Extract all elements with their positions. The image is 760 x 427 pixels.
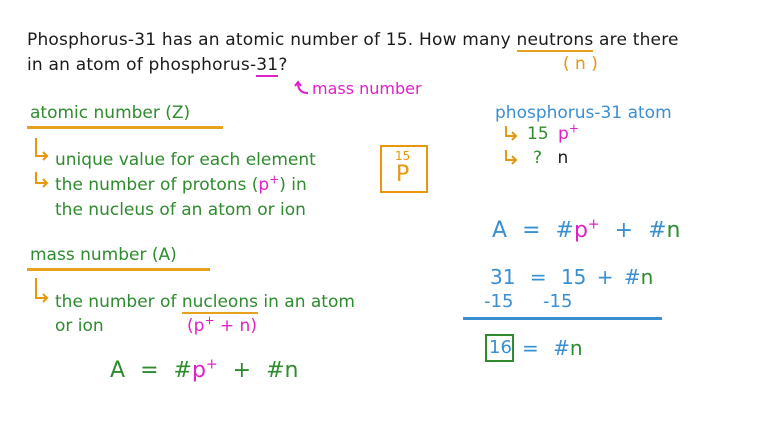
proton-symbol: p [258,175,270,195]
right-equation-2 [490,265,653,289]
nucleon-paren-p: (p [187,316,205,336]
right-row2-n: n [557,148,569,168]
bullet2-text-a: the number of protons ( [55,175,259,195]
divider-line [463,317,662,320]
eq-equals: = [140,358,159,383]
right-row2-val: ? [533,148,543,168]
atomic-heading-underline [27,126,223,129]
right-row1-p: p [558,124,569,144]
bullet-arrow-icon [33,276,51,304]
proton-charge: + [269,172,280,187]
question-text-a: Phosphorus-31 has an atomic number of 15. How many [27,30,517,50]
subtract-right: -15 [543,291,573,312]
nucleon-formula [187,313,257,336]
eq-p: p [191,358,206,383]
mass-number-note-text: mass number [312,79,422,98]
element-atomic-number: 15 [395,149,411,163]
mass-number-note [294,79,422,98]
right-row1-charge: + [568,121,579,136]
right-row-2 [533,148,568,168]
left-equation [110,358,298,383]
nucleons-word: nucleons [181,292,258,312]
eq-a: A [110,358,126,383]
element-box [380,145,428,193]
bullet-arrow-icon [503,148,519,166]
atomic-bullet-2-line2: the nucleus of an atom or ion [55,200,306,220]
r-eq2-n: n [640,265,654,289]
question-text-c: are there [593,30,679,50]
r-eq-p: p [573,218,588,243]
right-row-1 [527,121,579,144]
right-row1-val: 15 [527,124,549,144]
eq-p-charge: + [205,356,218,373]
atomic-bullet-1: unique value for each element [55,150,316,170]
bullet-arrow-icon [33,170,51,190]
r-eq2-lhs: 31 [490,265,516,289]
eq-hash-1: # [173,358,192,383]
r-eq-equals: = [522,218,541,243]
result-box [485,334,514,362]
result-equals: = [522,336,539,360]
right-title: phosphorus-31 atom [495,103,672,123]
mass-number-31: 31 [256,55,279,75]
bullet-arrow-icon [33,136,51,162]
nucleon-plus: + [204,313,215,328]
question-line2-a: in an atom of phosphorus- [27,55,257,75]
r-eq-hash-1: # [555,218,574,243]
bullet2-text-b: ) in [279,175,307,195]
eq-n: n [284,358,299,383]
r-eq2-plus: + [596,265,614,289]
r-eq-a: A [492,218,508,243]
result-equation [522,336,583,360]
subtract-left: -15 [484,291,514,312]
mass-line1-c: in an atom [257,292,355,312]
result-value: 16 [489,337,512,358]
mass-heading-underline [27,268,210,271]
nucleon-rest: + n) [214,316,257,336]
mass-line1-a: the number of [55,292,182,312]
r-eq2-equals: = [529,265,547,289]
curved-arrow-icon [294,79,312,97]
neutrons-word: neutrons [516,30,594,50]
r-eq-n: n [666,218,681,243]
result-hash: # [553,336,570,360]
mass-line-2: or ion [55,316,104,336]
question-line-1 [27,30,679,50]
r-eq2-hash: # [623,265,641,289]
right-equation-1 [492,218,680,243]
bullet-arrow-icon [503,124,519,142]
mass-line-1 [55,292,355,312]
atomic-bullet-2 [55,172,307,195]
result-n: n [569,336,583,360]
mass-heading: mass number (A) [30,245,177,265]
r-eq-p-charge: + [587,216,600,233]
question-mark: ? [278,55,288,75]
eq-plus: + [232,358,252,383]
n-label: ( n ) [563,54,598,74]
eq-hash-2: # [266,358,285,383]
question-line-2 [27,55,288,75]
r-eq-hash-2: # [648,218,667,243]
r-eq-plus: + [614,218,634,243]
r-eq2-mid: 15 [560,265,587,289]
atomic-heading: atomic number (Z) [30,103,191,123]
element-symbol: P [396,162,410,187]
